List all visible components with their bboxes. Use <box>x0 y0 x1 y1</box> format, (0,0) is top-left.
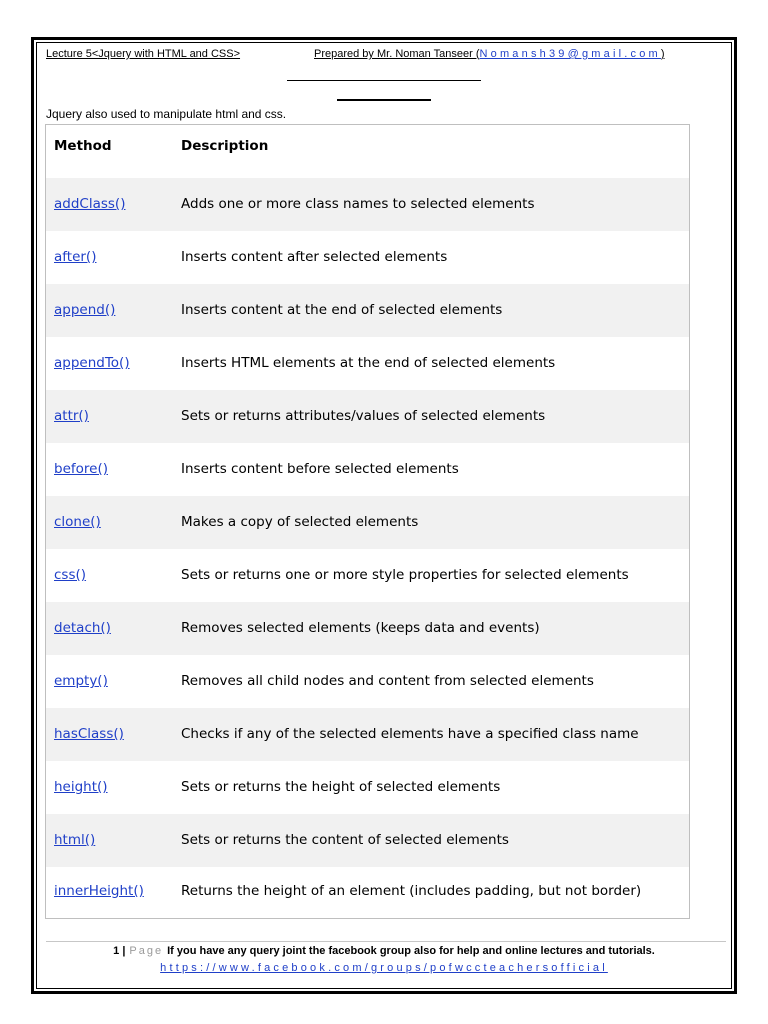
method-link[interactable]: after() <box>54 249 97 265</box>
header-rule <box>287 80 481 81</box>
method-link[interactable]: hasClass() <box>54 726 124 742</box>
header-description: Description <box>181 138 269 154</box>
prepared-by: Prepared by Mr. Noman Tanseer ( <box>314 48 480 60</box>
footer-text: If you have any query joint the facebook group also for help and online lectures and tutorials. <box>167 945 655 957</box>
table-row <box>46 178 689 231</box>
table-row <box>46 814 689 867</box>
method-link[interactable]: css() <box>54 567 87 583</box>
header-method: Method <box>54 138 112 154</box>
method-description: Sets or returns one or more style properties for selected elements <box>181 567 629 583</box>
method-link[interactable]: appendTo() <box>54 355 130 371</box>
method-link[interactable]: attr() <box>54 408 89 424</box>
table-row <box>46 284 689 337</box>
method-description: Removes selected elements (keeps data and events) <box>181 620 540 636</box>
page-number: 1 | <box>113 945 126 957</box>
method-description: Makes a copy of selected elements <box>181 514 419 530</box>
method-link[interactable]: detach() <box>54 620 111 636</box>
table-row <box>46 708 689 761</box>
intro-text: Jquery also used to manipulate html and css. <box>46 107 287 121</box>
author-email-link[interactable]: Nomansh39@gmail.com <box>479 48 661 60</box>
method-description: Inserts content at the end of selected elements <box>181 302 503 318</box>
lecture-title: Lecture 5<Jquery with HTML and CSS> <box>46 48 241 60</box>
method-link[interactable]: height() <box>54 779 108 795</box>
table-row <box>46 549 689 602</box>
method-description: Checks if any of the selected elements have a specified class name <box>181 726 639 742</box>
page-header <box>46 48 726 64</box>
method-description: Adds one or more class names to selected elements <box>181 196 535 212</box>
footer-rule <box>46 941 726 942</box>
method-link[interactable]: clone() <box>54 514 101 530</box>
method-description: Sets or returns the height of selected elements <box>181 779 501 795</box>
method-description: Sets or returns the content of selected elements <box>181 832 509 848</box>
method-link[interactable]: append() <box>54 302 116 318</box>
table-row <box>46 655 689 708</box>
author-line <box>314 48 665 60</box>
method-link[interactable]: html() <box>54 832 96 848</box>
table-header-row <box>46 125 689 167</box>
method-description: Returns the height of an element (includes padding, but not border) <box>181 883 642 899</box>
table-row <box>46 761 689 814</box>
table-row <box>46 602 689 655</box>
method-description: Inserts content before selected elements <box>181 461 459 477</box>
header-rule-short <box>337 99 431 101</box>
close-paren: ) <box>660 48 665 60</box>
table-row <box>46 337 689 390</box>
method-link[interactable]: innerHeight() <box>54 883 144 899</box>
methods-table <box>45 124 690 919</box>
method-link[interactable]: empty() <box>54 673 108 689</box>
footer-message <box>0 945 768 957</box>
method-description: Inserts content after selected elements <box>181 249 448 265</box>
method-link[interactable]: addClass() <box>54 196 126 212</box>
method-description: Removes all child nodes and content from selected elements <box>181 673 594 689</box>
method-link[interactable]: before() <box>54 461 108 477</box>
table-row <box>46 865 689 918</box>
facebook-group-link[interactable]: https://www.facebook.com/groups/pofwccteachersofficial <box>160 962 608 974</box>
table-row <box>46 443 689 496</box>
table-row <box>46 496 689 549</box>
page-label: Page <box>129 945 164 957</box>
table-row <box>46 390 689 443</box>
method-description: Inserts HTML elements at the end of selected elements <box>181 355 556 371</box>
method-description: Sets or returns attributes/values of selected elements <box>181 408 546 424</box>
table-row <box>46 231 689 284</box>
